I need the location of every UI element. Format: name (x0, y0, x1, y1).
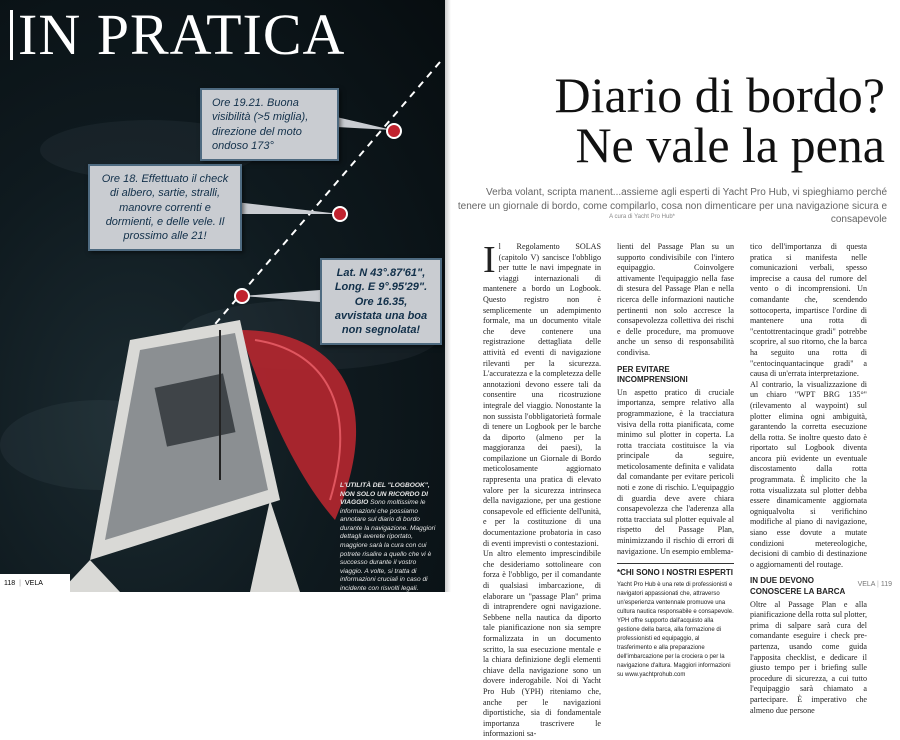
paragraph: Un aspetto pratico di cruciale importanza, sempre relativo alla programmazione, è la tracciatura visiva della rotta pianificata, come minimo sul plotter in coperta. La rotta tracciata costituisce la via principale da seguire, meticolosamente definita e validata dal comandante per evitare pericoli noti e zone di rischio. L'equipaggio di guardia deve avere chiara consapevolezza che l'aderenza alla rotta tracciata sul plotter equivale al rispetto del Passage Plan, minimizzando il rischio di errori di navigazione. Un esempio emblema- (617, 387, 734, 556)
drop-cap: I (483, 239, 496, 281)
paragraph: Un altro elemento imprescindibile che desideriamo sottolineare con forza è l'obbligo, per il comandante di qualsiasi imbarcazione, di elaborare un "passage Plan" prima di intraprendere ogni navigazione. Sebbene nella nautica da diporto tale pianificazione non sia sempre formalizzata in un documento scritto, la sua esecuzione mentale e la chiara definizione degli elementi chiave della navigazione sono un dovere inderogabile. Noi di Yacht Pro Hub (YPH) riteniamo che, anche per le navigazioni diportistiche, sia di fondamentale importanza trascrivere le informazioni sa- (483, 549, 601, 739)
caption-text: Sono moltissime le informazioni che possiamo annotare sul diario di bordo durante la navigazione. Maggiori dettagli averete riportato, maggiore sarà la cura con cui potrete risalire a quello che vi è successo durante il vostro viaggio. A volte, si tratta di informazioni cruciali in caso di incidente con risvolti legali. (340, 499, 436, 592)
title-line-2: Ne vale la pena (575, 117, 885, 173)
photo-page (0, 0, 445, 592)
folio-right: VELA | 119 (857, 581, 892, 588)
paragraph: Al contrario, la visualizzazione di un chiaro "WPT BRG 135°" (rilevamento al waypoint) sul plotter elimina ogni ambiguità, garantendo la corretta esecuzione della rotta. Se inoltre questo dato è riportato sul Logbook diventa ancora più evidente un eventuale discostamento dalla rotta programmata. È implicito che la rotta visualizzata sul plotter debba essere dinamicamente aggiornata ogniqualvolta si verifichino modifiche al piano di navigazione, siano esse dovute a mutate condizioni metereologiche, decisioni di cambio di destinazione o aggiornamenti del routage. (750, 379, 867, 569)
section-rubric: IN PRATICA (18, 2, 346, 67)
paragraph: l Regolamento SOLAS (capitolo V) sancisce l'obbligo per tutte le navi impegnate in viaggi internazionali di mantenere a bordo un Logbook. Questo registro non è semplicemente un adempimento formale, ma un documento vitale che deve contenere una registrazione dettagliata delle attività ed eventi di navigazione rilevanti per la sicurezza. L'accuratezza e la completezza delle annotazioni devono essere tali da consentire una ricostruzione integrale del viaggio. Nonostante la non sussista l'obbligatorietà formale di tenere un Logbook per le barche da diporto (almeno per la maggioranza dei paesi), la compilazione un Giornale di Bordo meticolosamente aggiornato rappresenta una pratica di elevato valore per la sicurezza intrinseca della navigazione, per una gestione consapevole ed efficiente dell'unità, e per la costituzione di una documentazione probatoria in caso di eventi imprevisti o contestazioni. (483, 242, 601, 548)
article-page (455, 0, 900, 739)
paragraph: lienti del Passage Plan su un supporto condivisibile con l'intero equipaggio. Coinvolgere attivamente l'equipaggio nella fase di stesura del Passage Plan e nella ricerca delle informazioni nautiche pertinenti non solo accresce la consapevolezza collettiva dei rischi e delle procedure, ma promuove anche un senso di responsabilità condivisa. (617, 242, 734, 357)
text-column-3 (750, 242, 867, 716)
text-column-2 (617, 242, 734, 680)
box-heading: *CHI SONO I NOSTRI ESPERTI (617, 568, 734, 578)
page-number: 118 (4, 579, 16, 587)
log-callout-check: Ore 18. Effettuato il check di albero, sartie, stralli, manovre correnti e dormienti, e delle vele. Il prossimo alle 21! (88, 164, 242, 251)
paragraph: Oltre al Passage Plan e alla pianificazione della rotta sul plotter, prima di salpare sarà cura del comandante eseguire i check pre-partenza, usando come guida l'apposita checklist, e dedicare il giusto tempo per i briefing sulle procedure di sicurezza, a cui tutto l'equipaggio sarà chiamato a partecipare. È imperativo che almeno due persone (750, 599, 867, 715)
experts-box (617, 563, 734, 680)
section-heading: IN DUE DEVONO CONOSCERE LA BARCA (750, 576, 846, 596)
photo-caption (340, 482, 440, 592)
magazine-name: VELA (857, 581, 876, 588)
article-subtitle: Verba volant, scripta manent...assieme agli esperti di Yacht Pro Hub, vi spieghiamo perché tenere un giornale di bordo, come compilarlo, cosa non dimenticare per una navigazione sicura e consapevole (457, 187, 887, 225)
paragraph: tico dell'importanza di questa pratica si manifesta nelle comunicazioni verbali, spesso imprecise a causa del rumore del vento o di incomprensioni. Un comandante che, scendendo sottocoperta, impartisce l'ordine di mantenere una rotta di "centottrentacinque gradi" potrebbe scoprire, al suo ritorno, che la barca ha seguito una rotta di "centocinquantacinque gradi" a causa di un'errata interpretazione. (750, 242, 867, 379)
text-column-1 (483, 239, 601, 740)
box-text: Yacht Pro Hub è una rete di professionisti e navigatori appassionati che, attraverso un'esperienza ventennale promuove una cultura nautica responsabile e consapevole. YPH offre supporto dall'acquisto alla gestione della barca, alla formazione di professionisti ed equipaggio, al trasferimento e alla preparazione dell'imbarcazione per la crociera o per la navigazione d'altura. Maggiori informazioni su www.yachtprohub.com (617, 581, 734, 678)
gutter (445, 0, 455, 592)
log-callout-visibility: Ore 19.21. Buona visibilità (>5 miglia), direzione del moto ondoso 173° (200, 88, 339, 161)
folio-left: 118 | VELA (0, 574, 70, 592)
article-credit: A cura di Yacht Pro Hub* (609, 214, 675, 220)
log-callout-position: Lat. N 43°.87'61", Long. E 9°.95'29". Ore 16.35, avvistata una boa non segnolata! (320, 258, 442, 345)
section-heading: PER EVITARE INCOMPRENSIONI (617, 364, 688, 385)
page-number: 119 (880, 581, 892, 588)
rubric-bar (10, 10, 13, 60)
caption-lead: L'UTILITÀ DEL "LOGBOOK", NON SOLO UN RICORDO DI VIAGGIO (340, 482, 430, 507)
article-title (515, 67, 885, 173)
title-line-1: Diario di bordo? (554, 67, 885, 123)
magazine-name: VELA (25, 579, 43, 587)
